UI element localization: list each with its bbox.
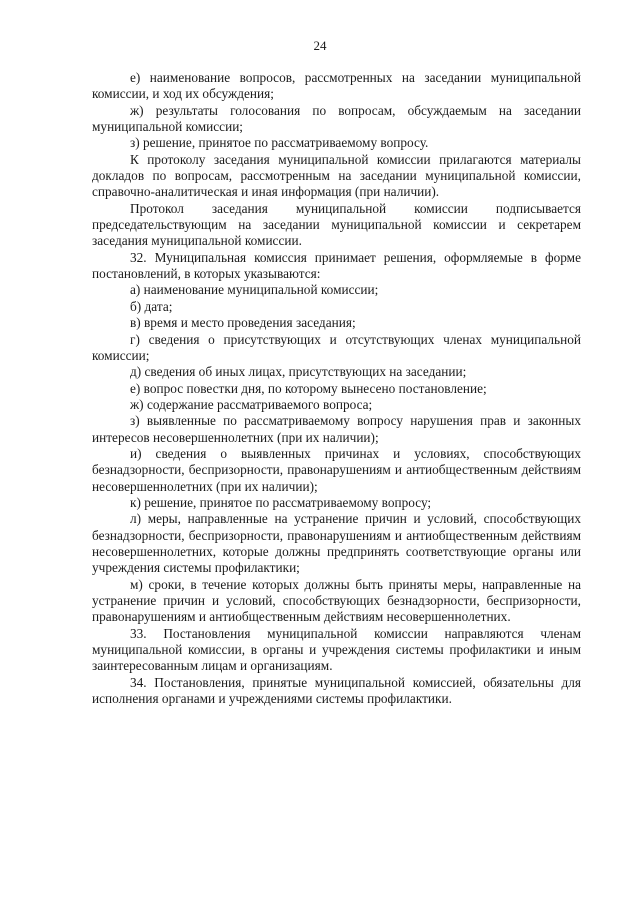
- list-item-g: г) сведения о присутствующих и отсутствующих членах муниципальной комиссии;: [92, 331, 581, 363]
- list-item-e: е) вопрос повестки дня, по которому вынесено постановление;: [130, 380, 487, 396]
- list-item-l: л) меры, направленные на устранение причин и условий, способствующих безнадзорности, беспризорности, правонарушениям и антиобщественным действиям несовершеннолетних, которые должны предпринять соответствующие органы или учреждения системы профилактики;: [92, 511, 581, 576]
- list-item-zh: ж) содержание рассматриваемого вопроса;: [130, 396, 373, 412]
- paragraph-protocol-signing: Протокол заседания муниципальной комиссии подписывается председательствующим на заседании муниципальной комиссии и секретарем заседания муниципальной комиссии.: [92, 200, 581, 249]
- paragraph-protocol-attachments: К протоколу заседания муниципальной комиссии прилагаются материалы докладов по вопросам, рассмотренным на заседании муниципальной комиссии, справочно-аналитическая и иная информация (при наличии).: [92, 151, 581, 200]
- paragraph-item-zh: ж) результаты голосования по вопросам, обсуждаемым на заседании муниципальной комиссии;: [92, 102, 581, 135]
- paragraph-clause-33: 33. Постановления муниципальной комиссии направляются членам муниципальной комиссии, в органы и учреждения системы профилактики и иным заинтересованным лицам и организациям.: [92, 625, 581, 674]
- list-item-m: м) сроки, в течение которых должны быть приняты меры, направленные на устранение причин и условий, способствующих безнадзорности, беспризорности, правонарушениям и антиобщественным действиям несовершеннолетних.: [92, 576, 581, 625]
- list-item-k: к) решение, принятое по рассматриваемому вопросу;: [130, 494, 432, 510]
- list-item-v: в) время и место проведения заседания;: [130, 315, 356, 331]
- paragraph-item-e: е) наименование вопросов, рассмотренных на заседании муниципальной комиссии, и ход их обсуждения;: [92, 70, 581, 102]
- list-item-i: и) сведения о выявленных причинах и условиях, способствующих безнадзорности, беспризорности, правонарушениям и антиобщественным действиям несовершеннолетних (при их наличии);: [92, 445, 581, 494]
- paragraph-clause-34: 34. Постановления, принятые муниципальной комиссией, обязательны для исполнения органами и учреждениями системы профилактики.: [92, 674, 581, 707]
- paragraph-clause-32: 32. Муниципальная комиссия принимает решения, оформляемые в форме постановлений, в которых указываются:: [92, 249, 581, 282]
- list-item-a: а) наименование муниципальной комиссии;: [130, 282, 379, 298]
- list-item-d: д) сведения об иных лицах, присутствующих на заседании;: [130, 364, 467, 380]
- list-item-b: б) дата;: [130, 298, 173, 314]
- list-item-z: з) выявленные по рассматриваемому вопросу нарушения прав и законных интересов несовершеннолетних (при их наличии);: [92, 413, 581, 445]
- page-number: 24: [313, 38, 327, 53]
- document-body: [92, 70, 581, 707]
- paragraph-item-z: з) решение, принятое по рассматриваемому вопросу.: [130, 135, 429, 151]
